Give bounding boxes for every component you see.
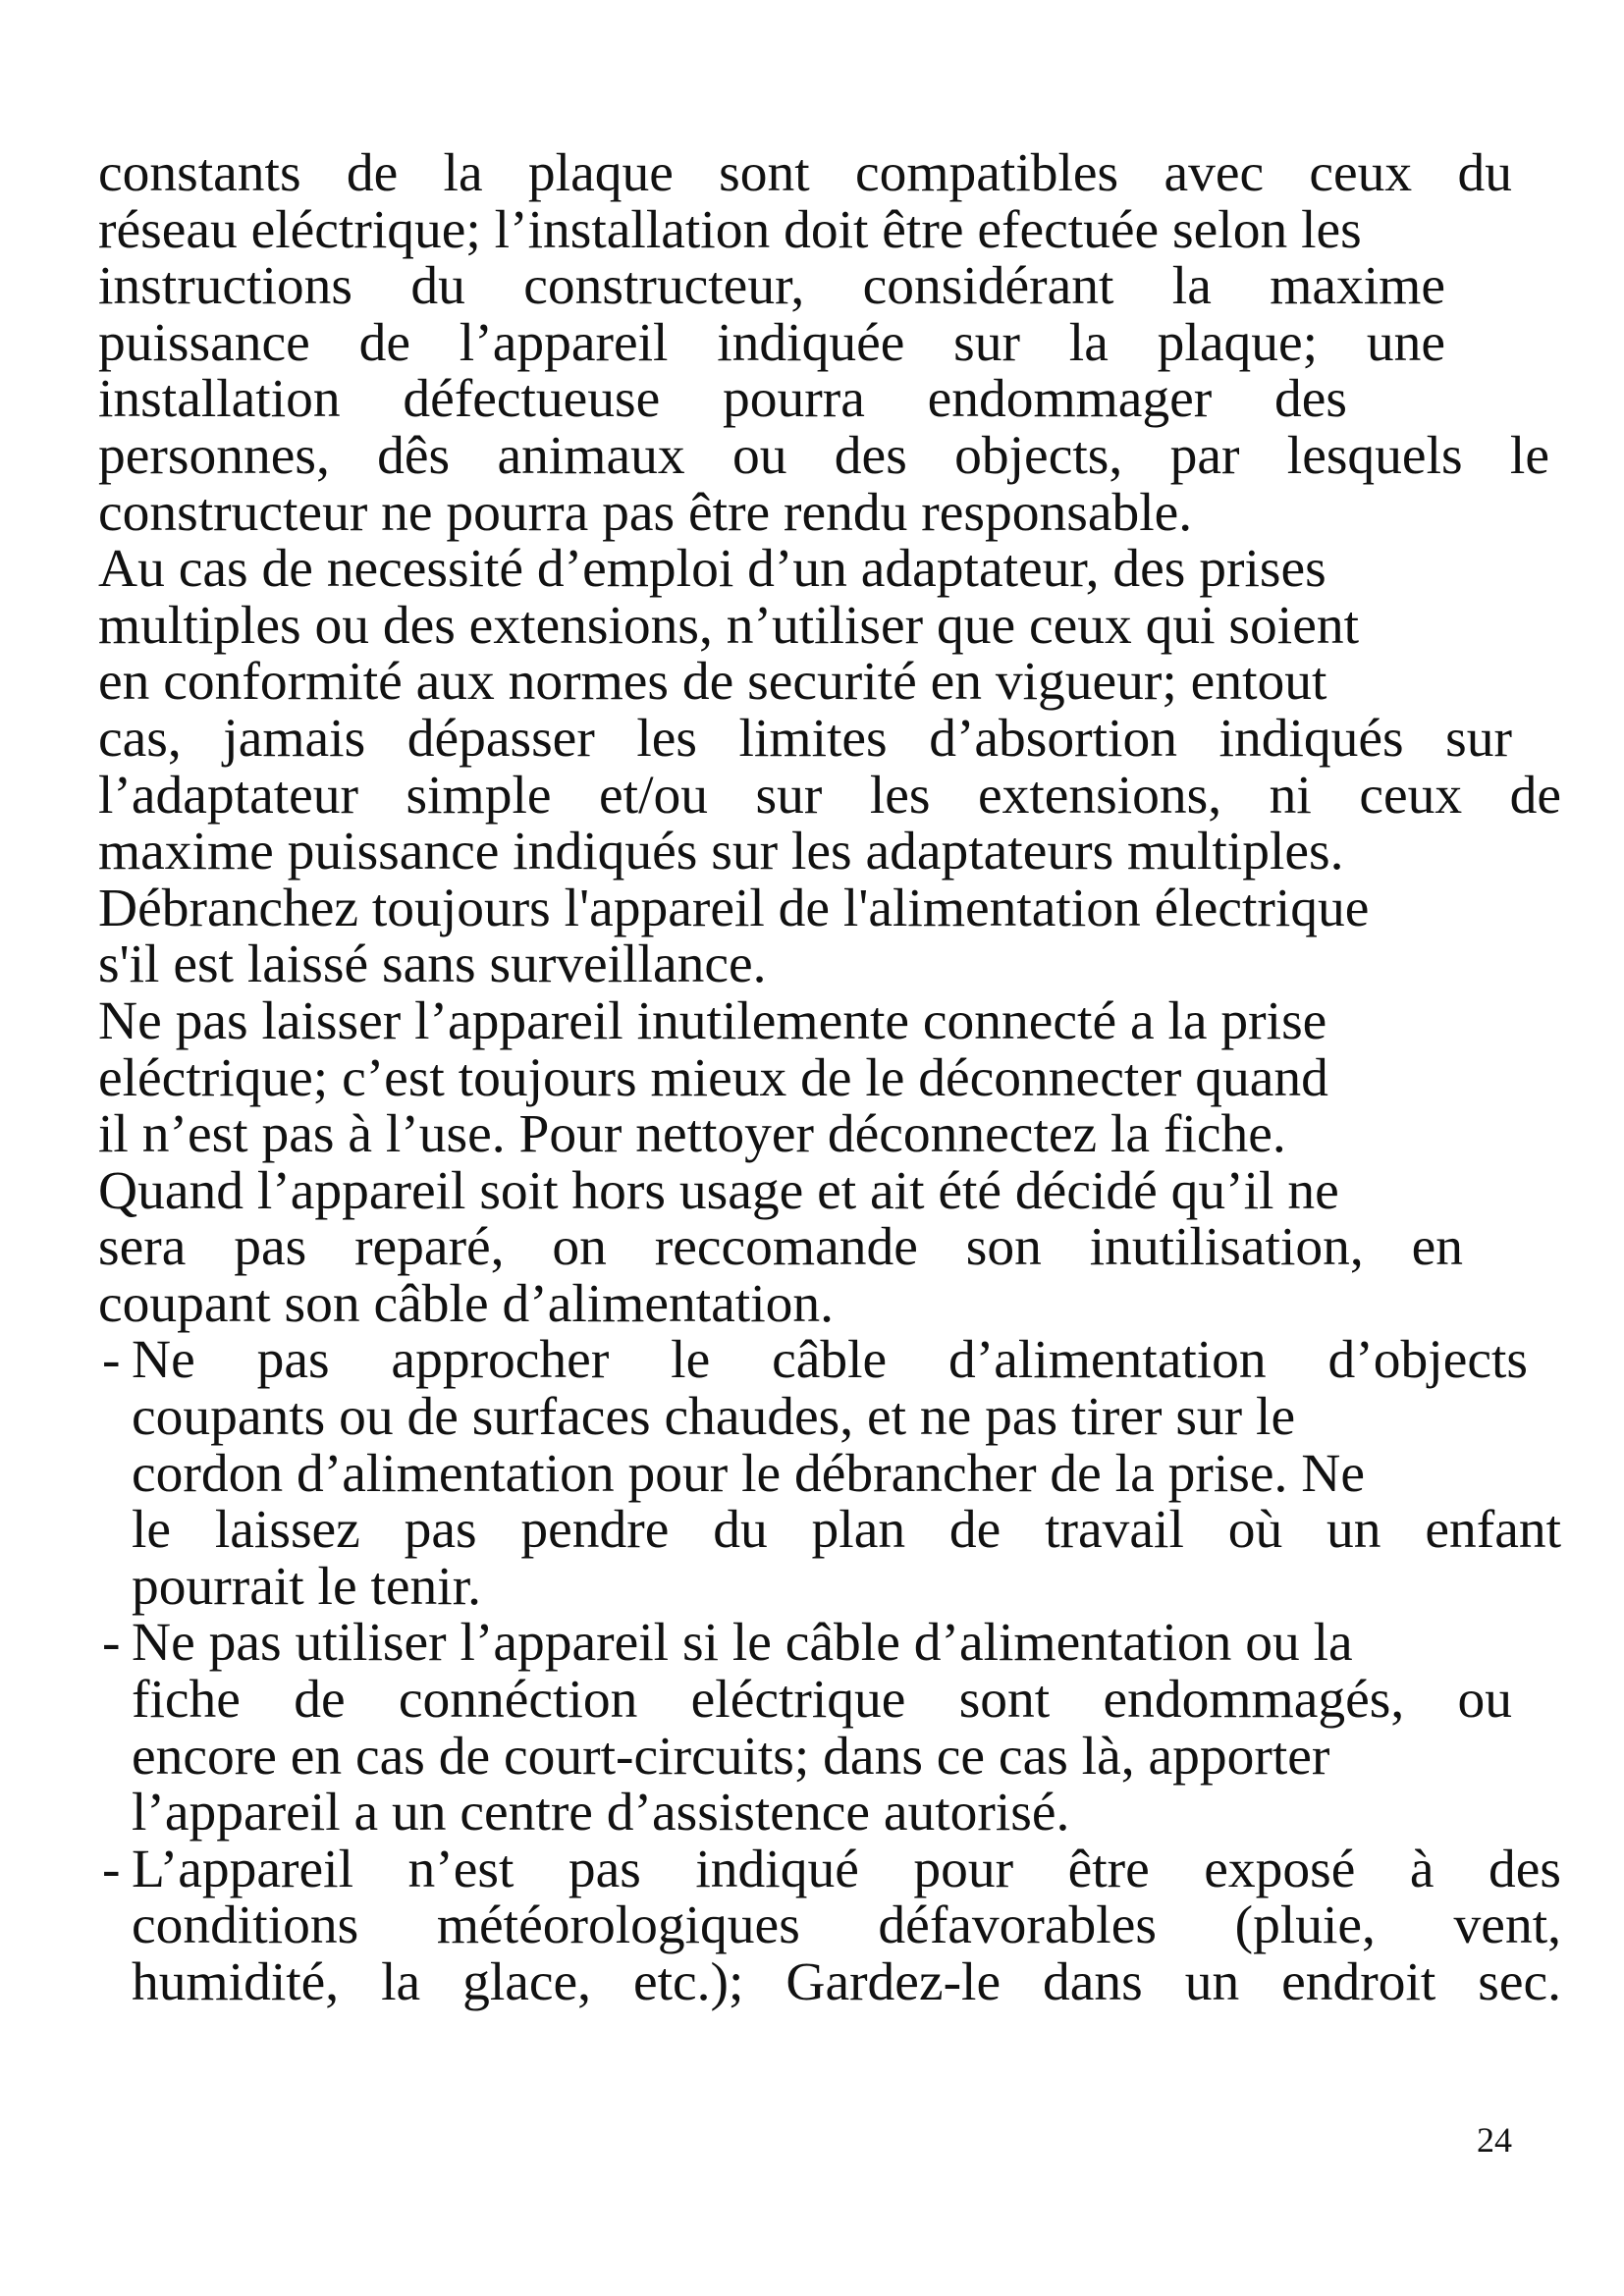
text-line: personnes, dês animaux ou des objects, par lesquels le	[98, 425, 1549, 486]
list-item-text: Ne pas utiliser l’appareil si le câble d’alimentation ou la	[132, 1613, 1353, 1674]
text-line: multiples ou des extensions, n’utiliser que ceux qui soient	[98, 595, 1360, 656]
text-line: coupant son câble d’alimentation.	[98, 1273, 835, 1334]
text-line: en conformité aux normes de securité en vigueur; entout	[98, 652, 1327, 713]
text-line: maxime puissance indiqués sur les adaptateurs multiples.	[98, 822, 1344, 882]
list-item-text: L’appareil n’est pas indiqué pour être exposé à des	[132, 1839, 1561, 1899]
text-line: il n’est pas à l’use. Pour nettoyer déconnectez la fiche.	[98, 1104, 1286, 1165]
paragraph-adapters	[98, 541, 1561, 881]
paragraph-installation	[98, 145, 1561, 541]
text-line: puissance de l’appareil indiquée sur la plaque; une	[98, 312, 1445, 373]
text-line: cas, jamais dépasser les limites d’absortion indiqués sur	[98, 708, 1512, 769]
text-line: instructions du constructeur, considérant la maxime	[98, 256, 1445, 317]
list-item-text: Ne pas approcher le câble d’alimentation d’objects	[132, 1330, 1528, 1391]
list-item-line: coupants ou de surfaces chaudes, et ne pas tirer sur le	[132, 1387, 1296, 1448]
page-number: 24	[1477, 2120, 1512, 2160]
text-line: Ne pas laisser l’appareil inutilemente connecté a la prise	[98, 990, 1327, 1051]
text-line: Débranchez toujours l'appareil de l'alimentation électrique	[98, 878, 1370, 938]
list-item-line: pourrait le tenir.	[132, 1556, 482, 1617]
list-item-first-line	[98, 1839, 1561, 1899]
list-item-line: cordon d’alimentation pour le débrancher de la prise. Ne	[132, 1443, 1365, 1504]
warning-item-cable	[98, 1332, 1561, 1615]
list-item-line: le laissez pas pendre du plan de travail où un enfant	[132, 1500, 1561, 1561]
list-item-line: conditions météorologiques défavorables (pluie, vent,	[132, 1896, 1561, 1956]
warning-item-damaged-cable	[98, 1615, 1561, 1841]
text-line: Au cas de necessité d’emploi d’un adaptateur, des prises	[98, 539, 1326, 600]
text-line: Quand l’appareil soit hors usage et ait été décidé qu’il ne	[98, 1160, 1339, 1221]
text-line: installation défectueuse pourra endommager des	[98, 369, 1347, 430]
paragraph-disconnect	[98, 990, 1561, 1165]
warning-item-weather	[98, 1839, 1561, 2012]
bullet-dash: -	[102, 1613, 121, 1674]
list-item-first-line	[98, 1615, 1561, 1672]
list-item-line: humidité, la glace, etc.); Gardez-le dans un endroit sec.	[132, 1952, 1561, 2012]
manual-page-content	[98, 145, 1561, 2011]
text-line: s'il est laissé sans surveillance.	[98, 934, 767, 995]
list-item-first-line	[98, 1332, 1528, 1389]
list-item-line: l’appareil a un centre d’assistence autorisé.	[132, 1783, 1070, 1843]
text-line: constants de la plaque sont compatibles avec ceux du	[98, 143, 1512, 203]
list-item-line: fiche de connéction eléctrique sont endommagés, ou	[132, 1670, 1512, 1731]
paragraph-disposal	[98, 1160, 1561, 1334]
text-line: constructeur ne pourra pas être rendu responsable.	[98, 482, 1193, 543]
list-item-line: encore en cas de court-circuits; dans ce cas là, apporter	[132, 1726, 1330, 1787]
warning-list	[98, 1332, 1561, 2010]
paragraph-unplug	[98, 878, 1561, 995]
bullet-dash: -	[102, 1330, 121, 1391]
text-line: eléctrique; c’est toujours mieux de le déconnecter quand	[98, 1047, 1328, 1108]
text-line: l’adaptateur simple et/ou sur les extensions, ni ceux de	[98, 765, 1561, 826]
text-line: sera pas reparé, on reccomande son inutilisation, en	[98, 1217, 1463, 1278]
text-line: réseau eléctrique; l’installation doit être efectuée selon les	[98, 199, 1362, 260]
bullet-dash: -	[102, 1839, 121, 1899]
